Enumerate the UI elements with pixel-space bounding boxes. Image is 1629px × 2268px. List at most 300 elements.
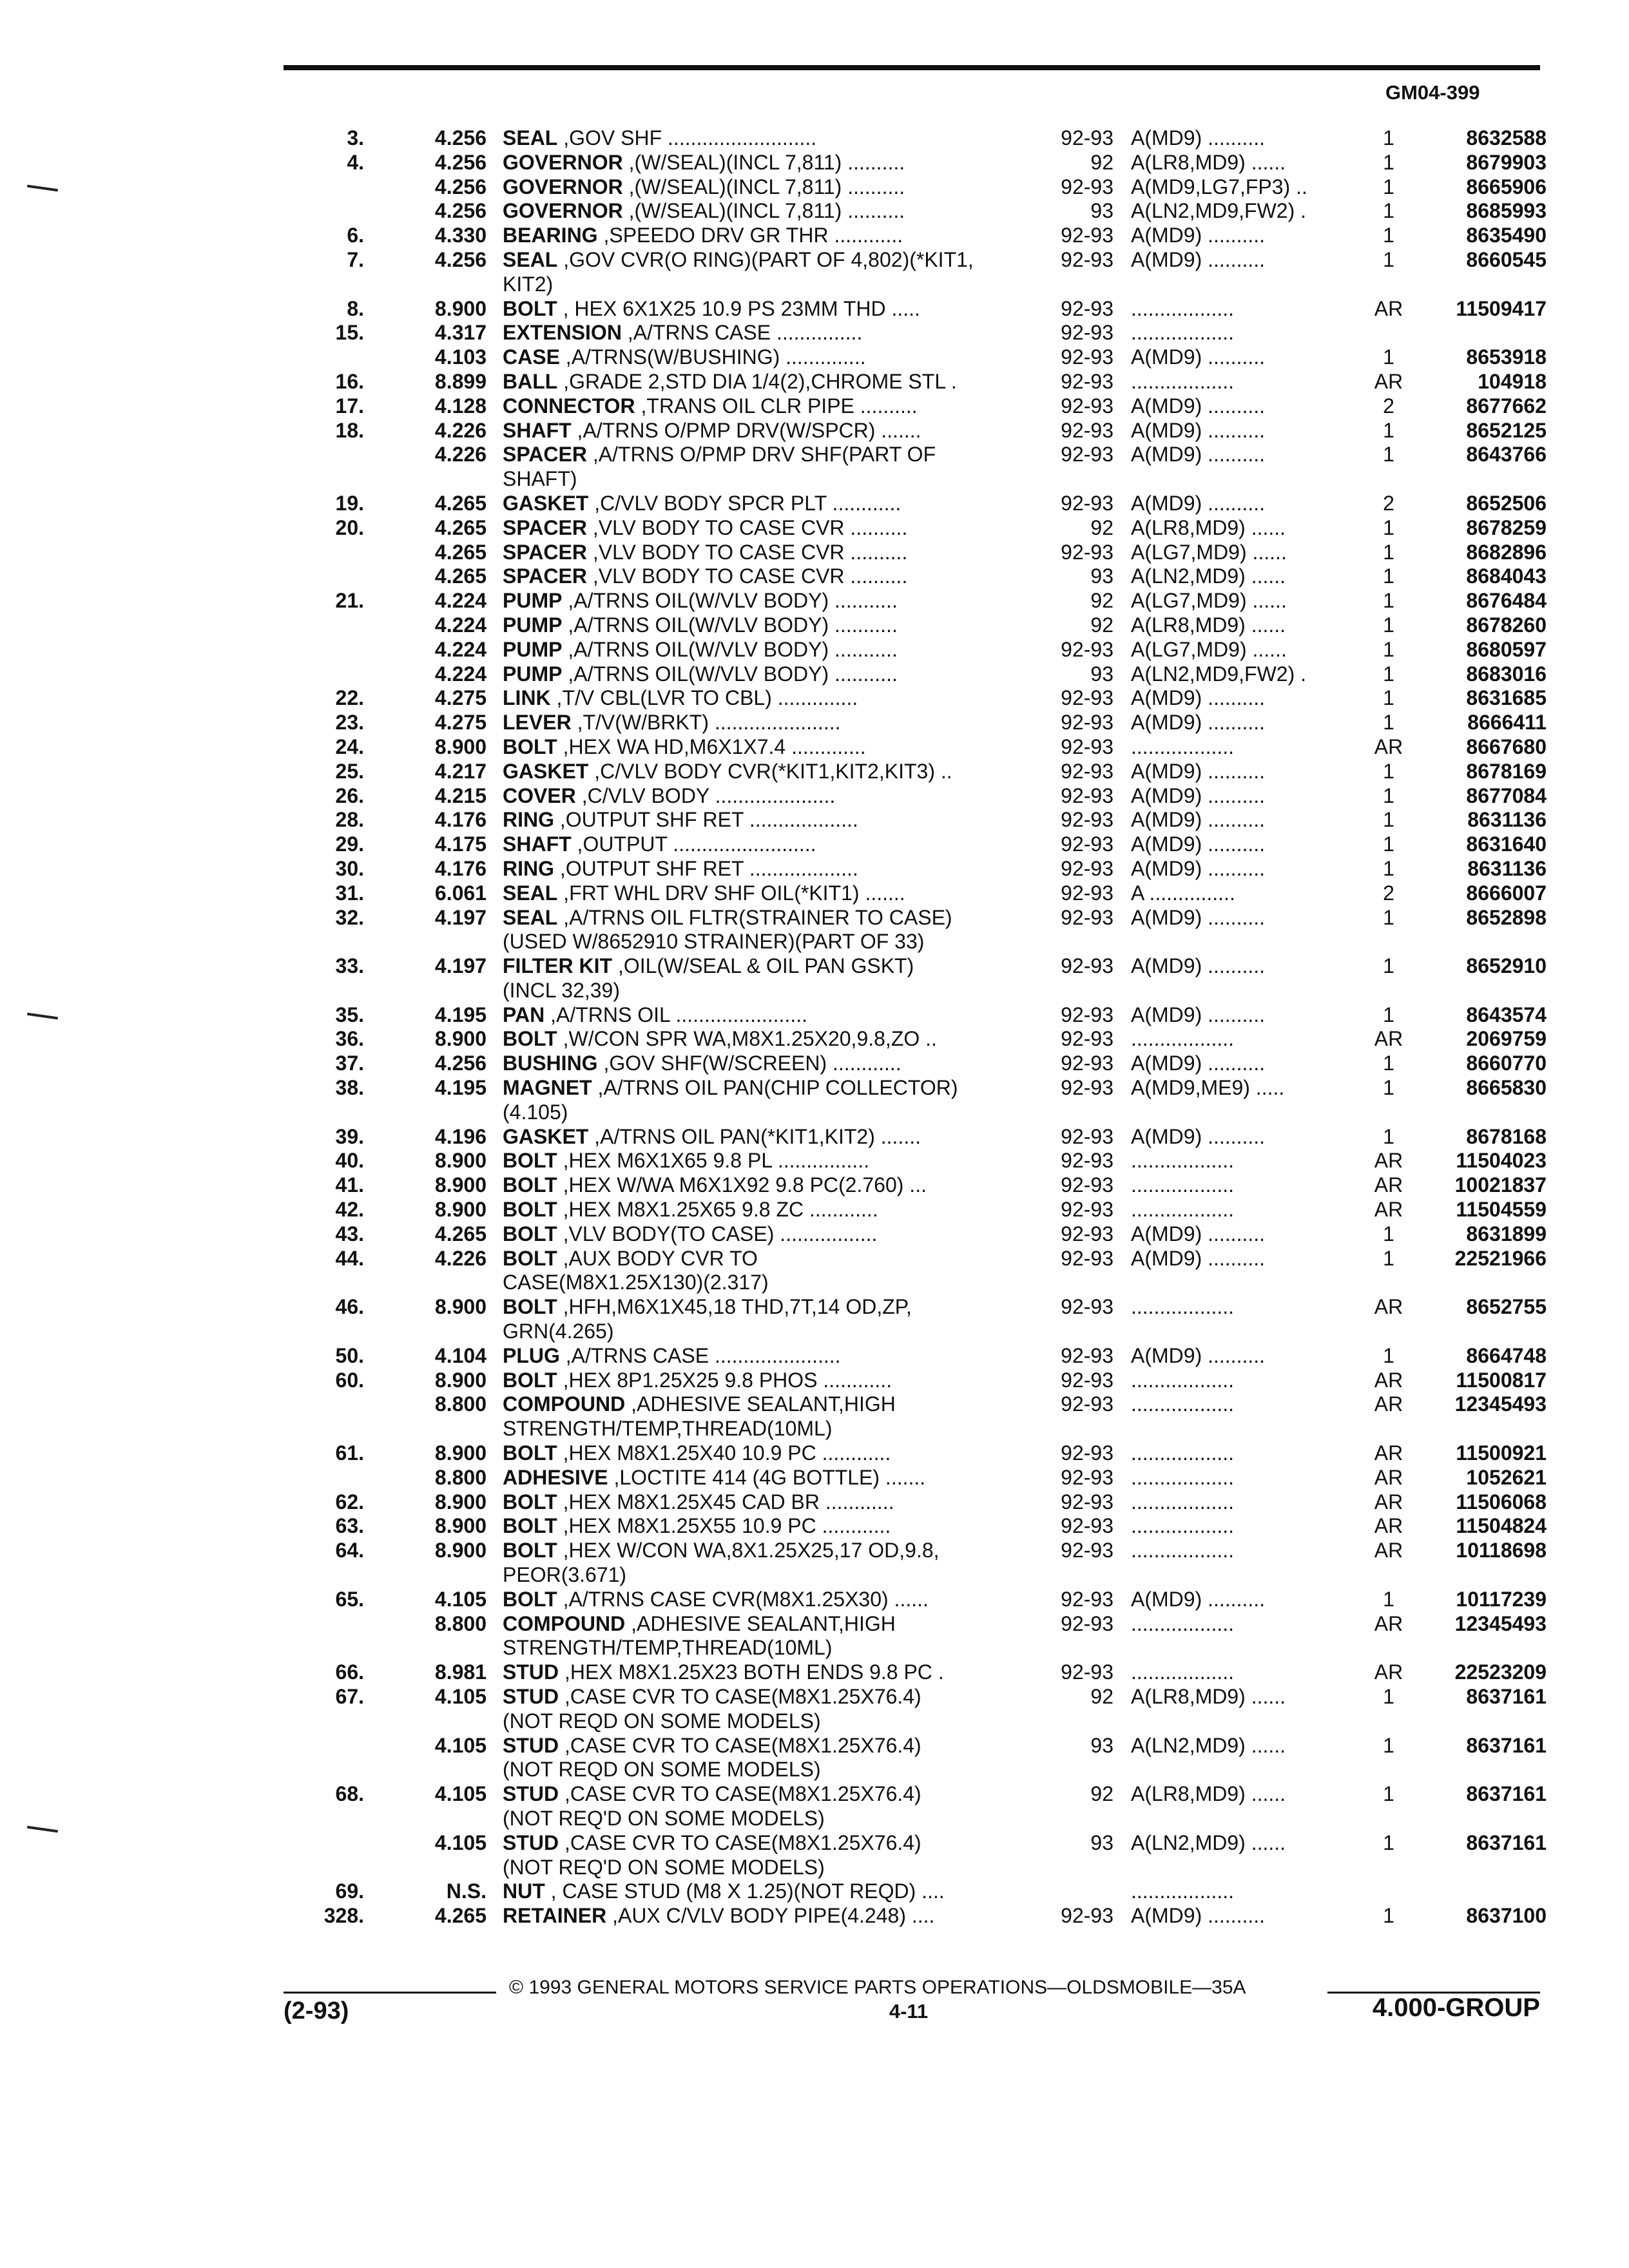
part-name: SHAFT <box>503 418 572 442</box>
parts-row <box>0 370 1629 394</box>
parts-row <box>0 1660 1629 1685</box>
model-years: 92-93 <box>1061 711 1113 735</box>
figure-number: 60. <box>335 1368 364 1392</box>
part-detail: ,VLV BODY(TO CASE) ................. <box>563 1222 878 1245</box>
part-number: 8631640 <box>1466 832 1547 856</box>
quantity: 1 <box>1383 418 1394 442</box>
quantity: 2 <box>1383 881 1394 905</box>
part-detail: ,A/TRNS OIL FLTR(STRAINER TO CASE) <box>563 905 952 929</box>
part-detail: ,A/TRNS CASE CVR(M8X1.25X30) ...... <box>563 1587 929 1611</box>
figure-number: 65. <box>335 1587 364 1611</box>
part-detail: ,A/TRNS OIL(W/VLV BODY) ........... <box>568 613 898 637</box>
part-number: 8637161 <box>1466 1733 1547 1757</box>
group-number: 4.275 <box>434 711 487 735</box>
parts-row <box>0 273 1629 297</box>
group-number: 4.330 <box>434 224 487 247</box>
group-number: 8.900 <box>434 1441 487 1465</box>
part-detail: STRENGTH/TEMP,THREAD(10ML) <box>503 1636 833 1660</box>
part-detail: (INCL 32,39) <box>503 978 620 1002</box>
part-description <box>503 1271 1031 1295</box>
model-years: 92-93 <box>1061 247 1113 271</box>
parts-row <box>0 1539 1629 1563</box>
model-years: 92-93 <box>1061 1222 1113 1245</box>
figure-number: 50. <box>335 1343 364 1367</box>
group-number: 4.265 <box>434 491 487 515</box>
usage-code: A(MD9) .......... <box>1131 1904 1266 1928</box>
part-name: BOLT <box>503 1441 557 1465</box>
part-name: COVER <box>503 783 576 807</box>
parts-row <box>0 638 1629 662</box>
parts-row <box>0 1904 1629 1928</box>
part-description <box>503 711 1031 735</box>
figure-number: 29. <box>335 832 364 856</box>
part-name: PUMP <box>503 589 563 613</box>
model-years: 92-93 <box>1061 1027 1113 1051</box>
quantity: 1 <box>1383 637 1394 661</box>
quantity: 1 <box>1383 540 1394 564</box>
part-number: 8682896 <box>1466 540 1547 564</box>
part-description <box>503 1831 1031 1856</box>
parts-row <box>0 564 1629 589</box>
part-description <box>503 979 1031 1003</box>
parts-row <box>0 1441 1629 1466</box>
part-detail: ,HEX W/CON WA,8X1.25X25,17 OD,9.8, <box>563 1539 940 1562</box>
usage-code: .................. <box>1131 1295 1235 1319</box>
part-name: SEAL <box>503 905 558 929</box>
part-detail: ,(W/SEAL)(INCL 7,811) .......... <box>628 199 905 223</box>
group-number: 4.176 <box>434 856 487 880</box>
group-number: 4.265 <box>434 564 487 588</box>
part-description <box>503 273 1031 297</box>
part-detail: (NOT REQD ON SOME MODELS) <box>503 1709 821 1733</box>
part-description <box>503 1076 1031 1100</box>
part-description <box>503 1027 1031 1052</box>
model-years: 92-93 <box>1061 491 1113 515</box>
parts-row <box>0 321 1629 345</box>
group-number: N.S. <box>446 1879 487 1903</box>
part-number: 8653918 <box>1466 345 1547 369</box>
part-number: 11500921 <box>1456 1441 1547 1465</box>
part-name: BOLT <box>503 1490 557 1514</box>
figure-number: 61. <box>335 1441 364 1465</box>
part-description <box>503 1247 1031 1271</box>
part-description <box>503 1514 1031 1539</box>
quantity: 1 <box>1383 1124 1394 1148</box>
model-years: 92-93 <box>1061 1904 1113 1928</box>
model-years: 92-93 <box>1061 1490 1113 1514</box>
usage-code: .................. <box>1131 1027 1235 1051</box>
document-id: GM04-399 <box>1385 81 1480 104</box>
model-years: 92 <box>1090 1685 1113 1708</box>
part-number: 11504559 <box>1456 1198 1547 1222</box>
usage-code: .................. <box>1131 296 1235 320</box>
parts-row <box>0 541 1629 565</box>
parts-row <box>0 1100 1629 1125</box>
part-number: 8665906 <box>1466 175 1547 198</box>
group-number: 8.800 <box>434 1611 487 1635</box>
model-years: 92-93 <box>1061 126 1113 149</box>
quantity: 1 <box>1383 345 1394 369</box>
part-detail: ,(W/SEAL)(INCL 7,811) .......... <box>628 175 905 198</box>
parts-row <box>0 1149 1629 1173</box>
usage-code: A(LR8,MD9) ...... <box>1131 613 1286 637</box>
figure-number: 25. <box>335 759 364 783</box>
model-years: 92-93 <box>1061 783 1113 807</box>
group-number: 4.197 <box>434 954 487 978</box>
part-name: BOLT <box>503 1368 557 1392</box>
part-number: 8631899 <box>1466 1222 1547 1245</box>
figure-number: 8. <box>347 296 364 320</box>
model-years: 93 <box>1090 199 1113 223</box>
quantity: AR <box>1374 369 1403 393</box>
figure-number: 21. <box>335 589 364 613</box>
parts-row <box>0 151 1629 175</box>
figure-number: 23. <box>335 711 364 735</box>
model-years: 92-93 <box>1061 1660 1113 1684</box>
usage-code: A(MD9) .......... <box>1131 1052 1266 1075</box>
quantity: 1 <box>1383 247 1394 271</box>
part-name: STUD <box>503 1831 559 1854</box>
part-description <box>503 1588 1031 1612</box>
quantity: 1 <box>1383 564 1394 588</box>
part-name: GOVERNOR <box>503 150 623 174</box>
usage-code: .................. <box>1131 1368 1235 1392</box>
group-number: 4.176 <box>434 808 487 832</box>
model-years: 93 <box>1090 662 1113 686</box>
part-detail: ,W/CON SPR WA,M8X1.25X20,9.8,ZO .. <box>563 1027 937 1051</box>
part-description <box>503 1100 1031 1125</box>
part-number: 22521966 <box>1454 1246 1547 1270</box>
part-description <box>503 1563 1031 1588</box>
group-number: 4.224 <box>434 613 487 637</box>
part-detail: ,HEX WA HD,M6X1X7.4 ............. <box>563 735 866 758</box>
part-detail: ,OUTPUT SHF RET ................... <box>559 808 858 832</box>
parts-row <box>0 1222 1629 1247</box>
group-number: 4.105 <box>434 1733 487 1757</box>
part-name: SPACER <box>503 540 587 564</box>
part-name: PUMP <box>503 613 563 637</box>
quantity: AR <box>1374 1490 1403 1514</box>
part-number: 8660545 <box>1466 247 1547 271</box>
parts-row <box>0 1612 1629 1637</box>
part-detail: ,OUTPUT SHF RET ................... <box>559 856 858 880</box>
part-name: PLUG <box>503 1343 560 1367</box>
part-number: 12345493 <box>1454 1392 1547 1416</box>
model-years: 92-93 <box>1061 856 1113 880</box>
part-description <box>503 662 1031 687</box>
figure-number: 40. <box>335 1149 364 1173</box>
model-years: 92 <box>1090 515 1113 539</box>
parts-row <box>0 1807 1629 1831</box>
part-name: SEAL <box>503 881 558 905</box>
part-name: EXTENSION <box>503 321 622 345</box>
part-detail: ,FRT WHL DRV SHF OIL(*KIT1) ....... <box>563 881 905 905</box>
parts-row <box>0 954 1629 979</box>
part-number: 2069759 <box>1466 1027 1547 1051</box>
part-detail: ,A/TRNS OIL(W/VLV BODY) ........... <box>568 589 898 613</box>
group-number: 4.196 <box>434 1124 487 1148</box>
usage-code: .................. <box>1131 1392 1235 1416</box>
part-number: 8631685 <box>1466 686 1547 710</box>
part-name: RING <box>503 856 554 880</box>
group-number: 4.224 <box>434 637 487 661</box>
parts-row <box>0 1125 1629 1149</box>
part-name: GOVERNOR <box>503 175 623 198</box>
figure-number: 6. <box>347 224 364 247</box>
part-description <box>503 1125 1031 1149</box>
figure-number: 64. <box>335 1539 364 1562</box>
part-detail: , HEX 6X1X25 10.9 PS 23MM THD ..... <box>563 296 920 320</box>
parts-row <box>0 1198 1629 1222</box>
model-years: 92 <box>1090 589 1113 613</box>
usage-code: .................. <box>1131 369 1235 393</box>
group-number: 4.317 <box>434 321 487 345</box>
parts-row <box>0 1514 1629 1539</box>
usage-code: A(MD9) .......... <box>1131 418 1266 442</box>
part-description <box>503 1904 1031 1928</box>
figure-number: 38. <box>335 1076 364 1100</box>
figure-number: 36. <box>335 1027 364 1051</box>
part-description <box>503 1441 1031 1466</box>
parts-row <box>0 1685 1629 1709</box>
part-number: 8667680 <box>1466 735 1547 758</box>
part-number: 8683016 <box>1466 662 1547 686</box>
usage-code: A(MD9) .......... <box>1131 759 1266 783</box>
usage-code: A(LG7,MD9) ...... <box>1131 540 1287 564</box>
part-description <box>503 516 1031 541</box>
model-years: 92-93 <box>1061 1003 1113 1026</box>
group-number: 8.900 <box>434 1173 487 1197</box>
quantity: 1 <box>1383 1831 1394 1854</box>
part-name: BOLT <box>503 296 557 320</box>
parts-row <box>0 857 1629 881</box>
parts-row <box>0 224 1629 248</box>
quantity: 1 <box>1383 808 1394 832</box>
part-detail: ,HEX M8X1.25X65 9.8 ZC ............ <box>563 1198 878 1222</box>
part-number: 8677662 <box>1466 394 1547 418</box>
quantity: 1 <box>1383 832 1394 856</box>
figure-number: 19. <box>335 491 364 515</box>
parts-row <box>0 1271 1629 1295</box>
part-description <box>503 1490 1031 1515</box>
model-years: 92-93 <box>1061 1198 1113 1222</box>
part-description <box>503 541 1031 565</box>
part-name: GOVERNOR <box>503 199 623 223</box>
figure-number: 17. <box>335 394 364 418</box>
part-number: 8679903 <box>1466 150 1547 174</box>
part-description <box>503 638 1031 662</box>
model-years: 92-93 <box>1061 1514 1113 1538</box>
parts-row <box>0 1344 1629 1369</box>
parts-row <box>0 1879 1629 1904</box>
quantity: AR <box>1374 1465 1403 1489</box>
parts-row <box>0 808 1629 832</box>
part-detail: ,CASE CVR TO CASE(M8X1.25X76.4) <box>564 1782 921 1806</box>
group-number: 4.105 <box>434 1685 487 1708</box>
quantity: 1 <box>1383 856 1394 880</box>
usage-code: .................. <box>1131 1441 1235 1465</box>
group-number: 4.105 <box>434 1782 487 1806</box>
group-number: 4.217 <box>434 759 487 783</box>
parts-row <box>0 589 1629 613</box>
group-number: 8.900 <box>434 1539 487 1562</box>
part-name: BOLT <box>503 1173 557 1197</box>
part-number: 8660770 <box>1466 1052 1547 1075</box>
quantity: AR <box>1374 1149 1403 1173</box>
group-number: 4.265 <box>434 1222 487 1245</box>
part-name: LEVER <box>503 711 572 735</box>
parts-row <box>0 979 1629 1003</box>
part-name: BALL <box>503 369 558 393</box>
part-number: 8637100 <box>1466 1904 1547 1928</box>
usage-code: .................. <box>1131 1660 1235 1684</box>
part-name: BOLT <box>503 1246 557 1270</box>
parts-row <box>0 1588 1629 1612</box>
model-years: 92-93 <box>1061 905 1113 929</box>
part-description <box>503 151 1031 175</box>
group-number: 4.256 <box>434 150 487 174</box>
part-name: BOLT <box>503 1295 557 1319</box>
group-number: 8.800 <box>434 1465 487 1489</box>
model-years: 93 <box>1090 1733 1113 1757</box>
part-number: 8652125 <box>1466 418 1547 442</box>
parts-row <box>0 1320 1629 1344</box>
part-number: 10117239 <box>1456 1587 1547 1611</box>
part-number: 8643574 <box>1466 1003 1547 1026</box>
part-number: 10021837 <box>1454 1173 1547 1197</box>
quantity: AR <box>1374 1392 1403 1416</box>
quantity: 1 <box>1383 175 1394 198</box>
part-description <box>503 1320 1031 1344</box>
figure-number: 328. <box>323 1904 364 1928</box>
quantity: AR <box>1374 1611 1403 1635</box>
group-number: 4.265 <box>434 540 487 564</box>
model-years: 92 <box>1090 150 1113 174</box>
figure-number: 67. <box>335 1685 364 1708</box>
group-number: 4.256 <box>434 126 487 149</box>
part-number: 8684043 <box>1466 564 1547 588</box>
part-detail: ,C/VLV BODY ..................... <box>581 783 836 807</box>
part-detail: ,CASE CVR TO CASE(M8X1.25X76.4) <box>564 1685 921 1708</box>
part-description <box>503 1466 1031 1490</box>
parts-row <box>0 1052 1629 1076</box>
part-name: BOLT <box>503 1198 557 1222</box>
parts-row <box>0 467 1629 492</box>
usage-code: A(MD9,ME9) ..... <box>1131 1076 1285 1100</box>
part-detail: ,A/TRNS O/PMP DRV SHF(PART OF <box>592 443 936 466</box>
group-number: 4.265 <box>434 515 487 539</box>
group-number: 4.195 <box>434 1003 487 1026</box>
usage-code: A(MD9) .......... <box>1131 1222 1266 1245</box>
part-detail: ,HFH,M6X1X45,18 THD,7T,14 OD,ZP, <box>563 1295 912 1319</box>
parts-row <box>0 1369 1629 1393</box>
part-number: 8652506 <box>1466 491 1547 515</box>
part-description <box>503 589 1031 613</box>
group-number: 8.900 <box>434 1514 487 1538</box>
part-description <box>503 492 1031 516</box>
part-name: CONNECTOR <box>503 394 635 418</box>
part-name: PAN <box>503 1003 545 1026</box>
part-detail: ,CASE CVR TO CASE(M8X1.25X76.4) <box>564 1733 921 1757</box>
figure-number: 18. <box>335 418 364 442</box>
part-name: STUD <box>503 1685 559 1708</box>
parts-row <box>0 832 1629 857</box>
part-detail: ,ADHESIVE SEALANT,HIGH <box>631 1392 896 1416</box>
quantity: 1 <box>1383 954 1394 978</box>
parts-row <box>0 345 1629 370</box>
quantity: 1 <box>1383 1733 1394 1757</box>
part-detail: ,A/TRNS CASE ............... <box>627 321 863 345</box>
group-number: 4.256 <box>434 199 487 223</box>
usage-code: A(MD9) .......... <box>1131 808 1266 832</box>
parts-row <box>0 735 1629 760</box>
parts-row <box>0 1392 1629 1417</box>
figure-number: 3. <box>347 126 364 149</box>
parts-row <box>0 1295 1629 1320</box>
part-number: 8637161 <box>1466 1782 1547 1806</box>
part-description <box>503 1856 1031 1880</box>
usage-code: A(MD9) .......... <box>1131 345 1266 369</box>
parts-row <box>0 199 1629 224</box>
usage-code: A ............... <box>1131 881 1235 905</box>
part-description <box>503 1392 1031 1417</box>
part-number: 8676484 <box>1466 589 1547 613</box>
model-years: 92-93 <box>1061 686 1113 710</box>
part-name: STUD <box>503 1782 559 1806</box>
part-number: 8678168 <box>1466 1124 1547 1148</box>
part-description <box>503 1660 1031 1685</box>
usage-code: A(LR8,MD9) ...... <box>1131 515 1286 539</box>
model-years: 92-93 <box>1061 1587 1113 1611</box>
part-detail: ,AUX BODY CVR TO <box>563 1246 758 1270</box>
model-years: 92-93 <box>1061 1539 1113 1562</box>
part-number: 8678259 <box>1466 515 1547 539</box>
part-detail: ,HEX M8X1.25X40 10.9 PC ............ <box>563 1441 891 1465</box>
part-name: GASKET <box>503 491 589 515</box>
part-description <box>503 199 1031 224</box>
part-detail: ,GOV CVR(O RING)(PART OF 4,802)(*KIT1, <box>563 247 974 271</box>
usage-code: A(MD9,LG7,FP3) .. <box>1131 175 1307 198</box>
parts-row <box>0 1490 1629 1515</box>
quantity: AR <box>1374 735 1403 758</box>
part-detail: ,A/TRNS(W/BUSHING) .............. <box>565 345 866 369</box>
part-description <box>503 394 1031 419</box>
part-number: 8632588 <box>1466 126 1547 149</box>
usage-code: A(LR8,MD9) ...... <box>1131 1782 1286 1806</box>
figure-number: 24. <box>335 735 364 758</box>
part-number: 8664748 <box>1466 1343 1547 1367</box>
usage-code: A(LN2,MD9,FW2) . <box>1131 662 1307 686</box>
group-number: 4.175 <box>434 832 487 856</box>
part-name: NUT <box>503 1879 545 1903</box>
group-number: 4.197 <box>434 905 487 929</box>
quantity: 1 <box>1383 1904 1394 1928</box>
part-description <box>503 1295 1031 1320</box>
group-number: 6.061 <box>434 881 487 905</box>
part-description <box>503 735 1031 760</box>
part-number: 8652898 <box>1466 905 1547 929</box>
part-name: LINK <box>503 686 551 710</box>
quantity: 1 <box>1383 1076 1394 1100</box>
model-years: 92-93 <box>1061 1295 1113 1319</box>
quantity: AR <box>1374 296 1403 320</box>
part-detail: ,C/VLV BODY SPCR PLT ............ <box>594 491 901 515</box>
part-detail: ,VLV BODY TO CASE CVR .......... <box>592 540 908 564</box>
part-number: 11504824 <box>1456 1514 1547 1538</box>
group-number: 4.103 <box>434 345 487 369</box>
usage-code: A(MD9) .......... <box>1131 783 1266 807</box>
figure-number: 41. <box>335 1173 364 1197</box>
